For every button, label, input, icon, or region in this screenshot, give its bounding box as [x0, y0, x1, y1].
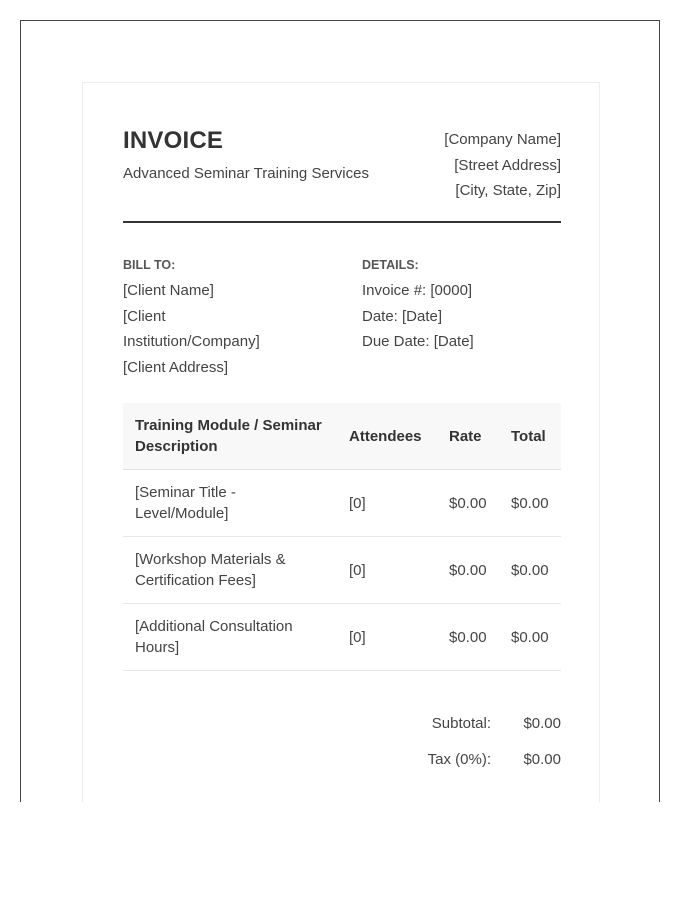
- company-name: [Company Name]: [444, 131, 561, 148]
- row-description: [Workshop Materials & Certification Fees]: [123, 537, 337, 604]
- subtotal-label: Subtotal:: [431, 715, 491, 732]
- row-total: $0.00: [499, 470, 561, 537]
- table-header-row: [123, 403, 561, 470]
- table-row: [123, 537, 561, 604]
- subtotal-row: [123, 715, 561, 751]
- header-rate: Rate: [437, 403, 499, 470]
- row-rate: $0.00: [437, 537, 499, 604]
- invoice-document: [82, 82, 600, 802]
- invoice-subtitle: Advanced Seminar Training Services: [123, 165, 369, 182]
- row-attendees: [0]: [337, 604, 437, 671]
- details-label: DETAILS:: [362, 258, 419, 272]
- client-institution-line-2: Institution/Company]: [123, 333, 260, 350]
- invoice-content: [123, 123, 561, 787]
- row-total: $0.00: [499, 537, 561, 604]
- table-row: [123, 604, 561, 671]
- invoice-header: [123, 123, 561, 223]
- tax-value: $0.00: [523, 751, 561, 768]
- bill-to-section: [123, 257, 293, 380]
- row-rate: $0.00: [437, 604, 499, 671]
- invoice-date: Date: [Date]: [362, 307, 443, 325]
- invoice-number: Invoice #: [0000]: [362, 282, 473, 299]
- company-city: [City, State, Zip]: [455, 182, 561, 199]
- header-description: Training Module / Seminar Description: [123, 403, 337, 470]
- row-description: [Additional Consultation Hours]: [123, 604, 337, 671]
- invoice-info: [123, 223, 561, 403]
- page-frame: [20, 20, 660, 802]
- row-total: $0.00: [499, 604, 561, 671]
- client-name: [Client Name]: [123, 282, 214, 299]
- header-total: Total: [499, 403, 561, 470]
- due-date: Due Date: [Date]: [362, 333, 474, 350]
- tax-label: Tax (0%):: [427, 751, 491, 768]
- bill-to-label: BILL TO:: [123, 258, 176, 272]
- totals-section: [123, 715, 561, 787]
- row-rate: $0.00: [437, 470, 499, 537]
- row-attendees: [0]: [337, 470, 437, 537]
- tax-row: [123, 751, 561, 787]
- client-institution-line-1: [Client: [123, 307, 166, 325]
- client-address: [Client Address]: [123, 358, 229, 376]
- company-street: [Street Address]: [454, 156, 561, 174]
- row-description: [Seminar Title - Level/Module]: [123, 470, 337, 537]
- row-attendees: [0]: [337, 537, 437, 604]
- details-section: [362, 257, 562, 355]
- invoice-title: INVOICE: [123, 127, 224, 154]
- header-attendees: Attendees: [337, 403, 437, 470]
- table-row: [123, 470, 561, 537]
- company-address: [444, 127, 561, 204]
- subtotal-value: $0.00: [523, 715, 561, 732]
- line-items-table: [123, 403, 561, 671]
